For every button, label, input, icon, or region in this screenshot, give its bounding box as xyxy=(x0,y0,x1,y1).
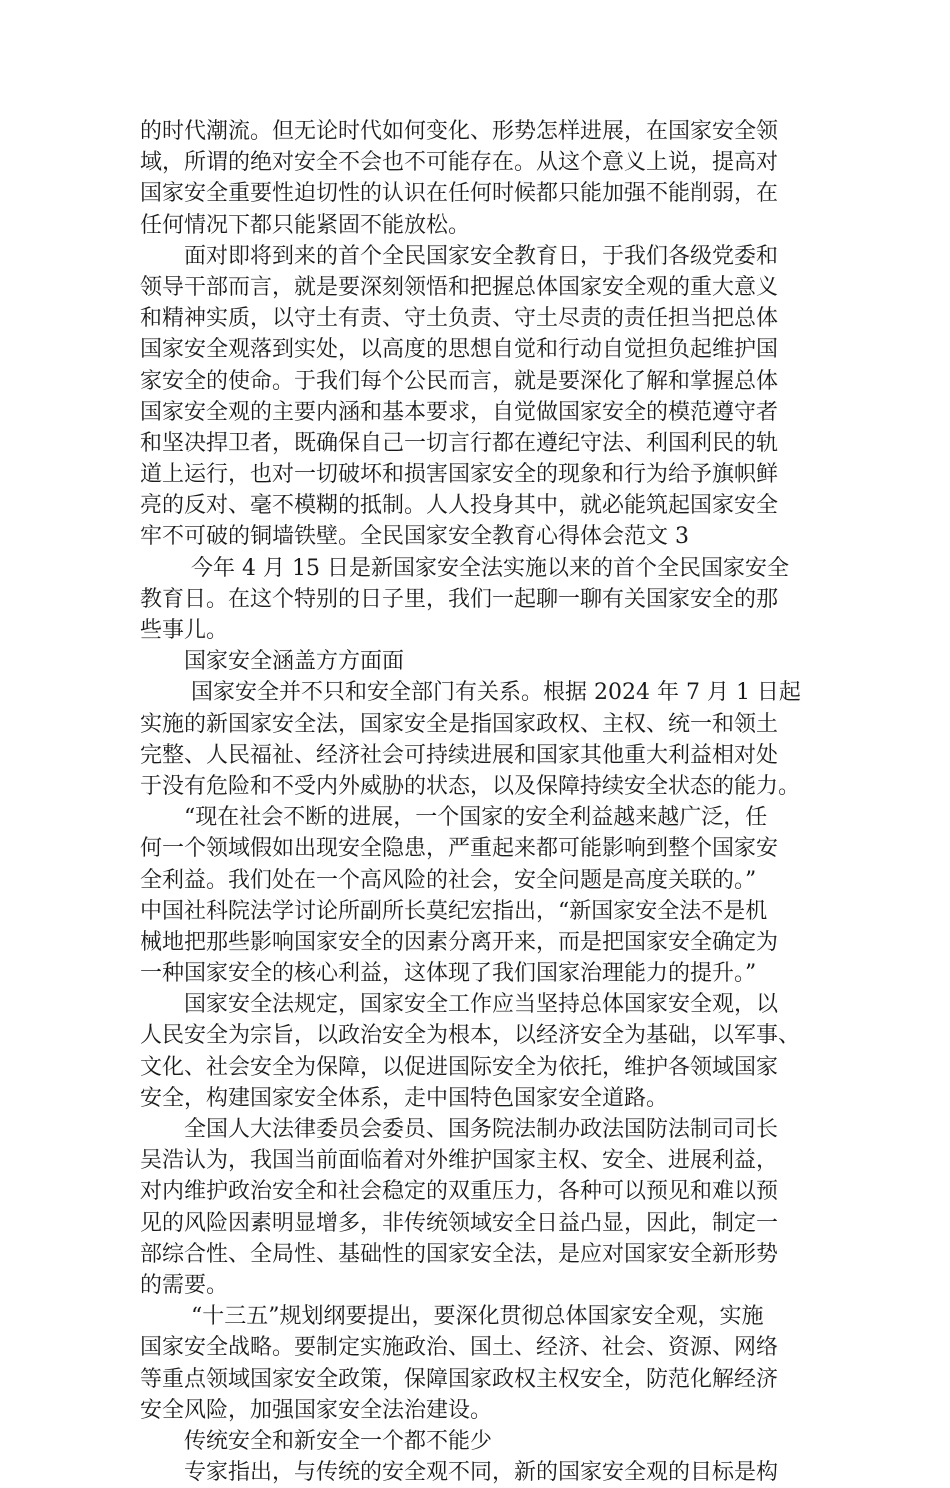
text-line: 国家安全并不只和安全部门有关系。根据 2024 年 7 月 1 日起 xyxy=(140,680,801,706)
section-heading: 国家安全涵盖方方面面 xyxy=(140,649,405,675)
text-line: 于没有危险和不受内外威胁的状态，以及保障持续安全状态的能力。 xyxy=(140,773,801,799)
text-line: 任何情况下都只能紧固不能放松。 xyxy=(140,212,471,238)
text-line: 一种国家安全的核心利益，这体现了我们国家治理能力的提升。” xyxy=(140,961,757,987)
text-line: 文化、社会安全为保障，以促进国际安全为依托，维护各领域国家 xyxy=(140,1054,779,1080)
document-body xyxy=(140,116,810,1488)
text-line: 何一个领域假如出现安全隐患，严重起来都可能影响到整个国家安 xyxy=(140,836,779,862)
text-line: 国家安全观落到实处，以高度的思想自觉和行动自觉担负起维护国 xyxy=(140,337,779,363)
text-line: 和坚决捍卫者，既确保自己一切言行都在遵纪守法、利国利民的轨 xyxy=(140,430,779,456)
text-line: 的需要。 xyxy=(140,1272,229,1298)
text-line: 对内维护政治安全和社会稳定的双重压力，各种可以预见和难以预 xyxy=(140,1179,779,1205)
text-line: 完整、人民福祉、经济社会可持续进展和国家其他重大利益相对处 xyxy=(140,742,779,768)
text-line: 国家安全重要性迫切性的认识在任何时候都只能加强不能削弱，在 xyxy=(140,181,779,207)
text-line: 安全，构建国家安全体系，走中国特色国家安全道路。 xyxy=(140,1085,669,1111)
text-line: 国家安全法规定，国家安全工作应当坚持总体国家安全观，以 xyxy=(140,992,779,1018)
text-line: 亮的反对、毫不模糊的抵制。人人投身其中，就必能筑起国家安全 xyxy=(140,493,779,519)
text-line: 等重点领域国家安全政策，保障国家政权主权安全，防范化解经济 xyxy=(140,1366,779,1392)
text-line: “十三五”规划纲要提出，要深化贯彻总体国家安全观，实施 xyxy=(140,1304,764,1330)
text-line: 吴浩认为，我国当前面临着对外维护国家主权、安全、进展利益， xyxy=(140,1148,779,1174)
section-heading: 传统安全和新安全一个都不能少 xyxy=(140,1428,493,1454)
text-line: 全国人大法律委员会委员、国务院法制办政法国防法制司司长 xyxy=(140,1117,779,1142)
text-line: 安全风险，加强国家安全法治建设。 xyxy=(140,1397,493,1423)
text-line: 中国社科院法学讨论所副所长莫纪宏指出，“新国家安全法不是机 xyxy=(140,898,768,924)
text-line: 械地把那些影响国家安全的因素分离开来，而是把国家安全确定为 xyxy=(140,929,779,955)
text-line: 见的风险因素明显增多，非传统领域安全日益凸显，因此，制定一 xyxy=(140,1210,779,1236)
text-line: 实施的新国家安全法，国家安全是指国家政权、主权、统一和领土 xyxy=(140,711,779,737)
text-line: 教育日。在这个特别的日子里，我们一起聊一聊有关国家安全的那 xyxy=(140,586,779,612)
text-line: 专家指出，与传统的安全观不同，新的国家安全观的目标是构 xyxy=(140,1460,779,1486)
text-line: 面对即将到来的首个全民国家安全教育日，于我们各级党委和 xyxy=(140,243,779,269)
text-line: 国家安全观的主要内涵和基本要求，自觉做国家安全的模范遵守者 xyxy=(140,399,779,425)
text-line: 和精神实质，以守土有责、守土负责、守土尽责的责任担当把总体 xyxy=(140,306,779,332)
text-line: 牢不可破的铜墙铁壁。全民国家安全教育心得体会范文 3 xyxy=(140,524,689,550)
text-line: 领导干部而言，就是要深刻领悟和把握总体国家安全观的重大意义 xyxy=(140,274,779,300)
text-line: 部综合性、全局性、基础性的国家安全法，是应对国家安全新形势 xyxy=(140,1241,779,1267)
text-line: 全利益。我们处在一个高风险的社会，安全问题是高度关联的。” xyxy=(140,867,757,893)
text-line: 家安全的使命。于我们每个公民而言，就是要深化了解和掌握总体 xyxy=(140,368,779,394)
text-line: 今年 4 月 15 日是新国家安全法实施以来的首个全民国家安全 xyxy=(140,555,789,581)
text-line: 的时代潮流。但无论时代如何变化、形势怎样进展，在国家安全领 xyxy=(140,119,779,144)
text-line: 道上运行，也对一切破坏和损害国家安全的现象和行为给予旗帜鲜 xyxy=(140,462,779,488)
text-line: “现在社会不断的进展，一个国家的安全利益越来越广泛，任 xyxy=(140,805,768,831)
text-line: 些事儿。 xyxy=(140,618,229,643)
text-line: 域，所谓的绝对安全不会也不可能存在。从这个意义上说，提高对 xyxy=(140,150,779,176)
text-line: 人民安全为宗旨，以政治安全为根本，以经济安全为基础，以军事、 xyxy=(140,1023,801,1049)
text-line: 国家安全战略。要制定实施政治、国土、经济、社会、资源、网络 xyxy=(140,1335,779,1361)
